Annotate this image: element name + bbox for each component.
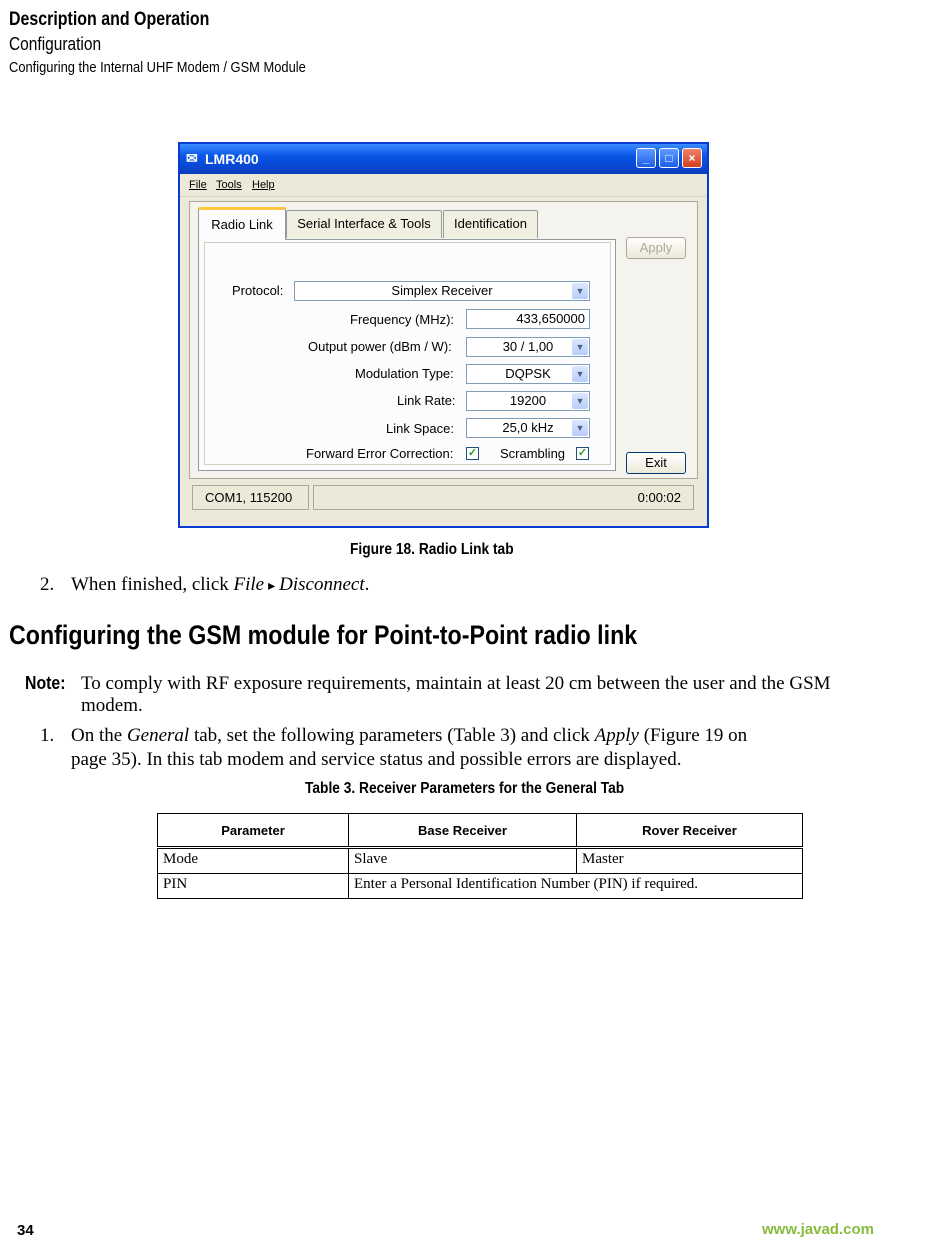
lmr400-dialog — [178, 142, 709, 528]
table-cell: Mode — [158, 848, 349, 874]
modulation-type-label: Modulation Type: — [355, 366, 454, 381]
link-rate-label: Link Rate: — [397, 393, 456, 408]
table-cell: Master — [577, 848, 803, 874]
protocol-select[interactable] — [294, 281, 590, 301]
note-line-2: modem. — [81, 695, 143, 716]
menu-help[interactable]: Help — [252, 179, 275, 191]
step-1-text-b: tab, set the following parameters (Table 3) and click — [189, 725, 595, 746]
link-rate-value: 19200 — [509, 393, 547, 408]
chevron-down-icon: ▼ — [572, 339, 588, 355]
chevron-down-icon: ▼ — [572, 283, 588, 299]
section-heading: Configuring the GSM module for Point-to-Point radio link — [9, 620, 638, 650]
table-cell: PIN — [158, 874, 349, 899]
output-power-label: Output power (dBm / W): — [308, 339, 452, 354]
table-header-base-receiver: Base Receiver — [349, 814, 577, 848]
step-2-text-b: . — [364, 574, 370, 595]
link-space-value: 25,0 kHz — [502, 420, 554, 435]
frequency-label: Frequency (MHz): — [350, 312, 455, 327]
scrambling-label: Scrambling — [500, 446, 566, 461]
step-1-text-a: On the — [71, 725, 127, 746]
submenu-arrow-icon: ▸ — [268, 579, 276, 594]
table-row — [158, 848, 803, 874]
link-rate-select[interactable] — [466, 391, 590, 411]
dialog-title: LMR400 — [205, 151, 259, 167]
link-space-label: Link Space: — [386, 421, 454, 436]
close-button[interactable]: × — [682, 148, 702, 168]
running-header-section: Description and Operation — [9, 9, 210, 30]
tab-identification[interactable]: Identification — [443, 210, 538, 238]
step-2-text-a: When finished, click — [71, 574, 234, 595]
dialog-title-bar — [180, 144, 707, 174]
running-header-topic: Configuring the Internal UHF Modem / GSM Module — [9, 59, 306, 76]
minimize-button[interactable]: _ — [636, 148, 656, 168]
page-number: 34 — [17, 1222, 34, 1239]
step-2 — [40, 573, 54, 597]
forward-error-correction-checkbox[interactable]: ✓ — [467, 447, 478, 459]
tab-serial-interface-tools[interactable]: Serial Interface & Tools — [286, 210, 442, 238]
maximize-button[interactable]: □ — [659, 148, 679, 168]
running-header-subsection: Configuration — [9, 34, 102, 54]
exit-button[interactable]: Exit — [626, 452, 686, 474]
modulation-type-select[interactable] — [466, 364, 590, 384]
step-1-line-2: page 35). In this tab modem and service status and possible errors are displayed. — [71, 749, 682, 770]
step-1-text-c: (Figure 19 on — [638, 725, 748, 746]
note-line-1: To comply with RF exposure requirements, maintain at least 20 cm between the user and the GSM — [81, 673, 831, 694]
step-1-number: 1. — [40, 725, 55, 746]
protocol-label: Protocol: — [232, 283, 284, 298]
step-2-number: 2. — [40, 574, 55, 595]
table-cell: Slave — [349, 848, 577, 874]
tab-radio-link[interactable]: Radio Link — [198, 207, 286, 240]
file-menu-ref: File — [233, 574, 265, 595]
table-header-parameter: Parameter — [158, 814, 349, 848]
modulation-type-value: DQPSK — [505, 366, 551, 381]
apply-ref: Apply — [594, 725, 639, 746]
footer-url[interactable]: www.javad.com — [762, 1221, 874, 1238]
figure-caption: Figure 18. Radio Link tab — [350, 541, 514, 558]
chevron-down-icon: ▼ — [572, 420, 588, 436]
note-label: Note: — [25, 673, 66, 693]
status-timer: 0:00:02 — [313, 485, 694, 510]
general-tab-ref: General — [126, 725, 190, 746]
output-power-select[interactable] — [466, 337, 590, 357]
table-header-row — [158, 814, 803, 848]
table-cell: Enter a Personal Identification Number (PIN) if required. — [349, 874, 803, 899]
step-1-line-1 — [71, 724, 747, 748]
frequency-input[interactable]: 433,650000 — [466, 309, 590, 329]
menu-file[interactable]: File — [189, 179, 207, 191]
chevron-down-icon: ▼ — [572, 393, 588, 409]
app-icon: ✉ — [186, 150, 198, 166]
step-2-text — [71, 573, 369, 599]
disconnect-menu-ref: Disconnect — [279, 574, 365, 595]
table-caption: Table 3. Receiver Parameters for the General Tab — [305, 780, 625, 797]
status-port: COM1, 115200 — [192, 485, 309, 510]
table-row — [158, 874, 803, 899]
table-header-rover-receiver: Rover Receiver — [577, 814, 803, 848]
output-power-value: 30 / 1,00 — [502, 339, 554, 354]
link-space-select[interactable] — [466, 418, 590, 438]
scrambling-checkbox[interactable]: ✓ — [577, 447, 588, 459]
chevron-down-icon: ▼ — [572, 366, 588, 382]
protocol-value: Simplex Receiver — [391, 283, 493, 298]
apply-button[interactable]: Apply — [626, 237, 686, 259]
forward-error-correction-label: Forward Error Correction: — [306, 446, 454, 461]
receiver-parameters-table — [157, 813, 803, 899]
menu-tools[interactable]: Tools — [216, 179, 242, 191]
